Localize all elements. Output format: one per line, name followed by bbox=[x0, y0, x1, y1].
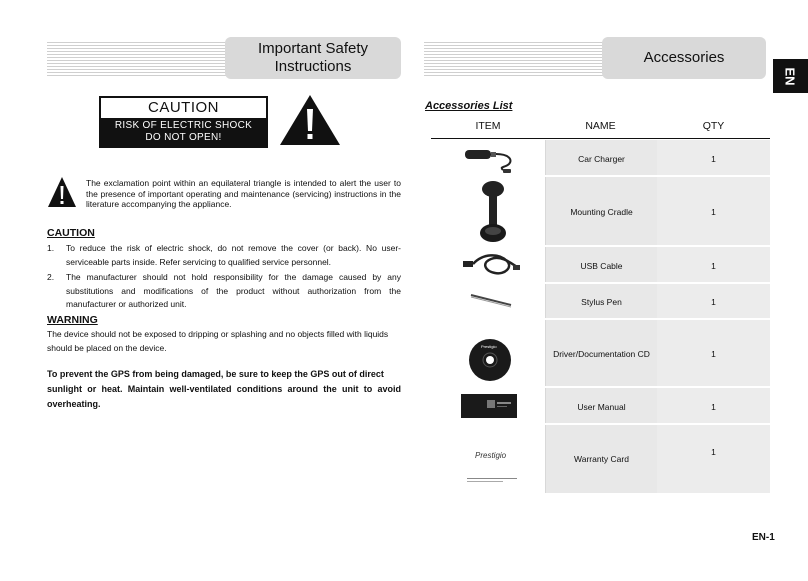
list-item-number: 1. bbox=[47, 243, 55, 253]
table-cell-qty: 1 bbox=[657, 388, 770, 425]
table-row bbox=[431, 140, 770, 177]
right-header-stripes bbox=[424, 42, 604, 78]
gps-notice-line1: To prevent the GPS from being damaged, be sure to keep the GPS out of direct bbox=[47, 369, 384, 379]
list-item-number: 2. bbox=[47, 272, 55, 282]
table-cell-qty: 1 bbox=[657, 320, 770, 388]
page-number: EN-1 bbox=[752, 532, 775, 543]
table-cell-name: Mounting Cradle bbox=[545, 177, 657, 247]
stylus-pen-icon bbox=[467, 290, 517, 310]
warning-text: The device should not be exposed to dripping or splashing and no objects filled with liquids should be placed on the device. bbox=[47, 329, 389, 353]
table-cell-item bbox=[431, 177, 545, 247]
column-header-item: ITEM bbox=[475, 120, 501, 132]
left-header-line2: Instructions bbox=[274, 58, 352, 75]
table-cell-name: Stylus Pen bbox=[545, 284, 657, 320]
column-header-qty: QTY bbox=[702, 120, 725, 132]
table-cell-item bbox=[431, 320, 545, 388]
left-header-title bbox=[225, 37, 401, 79]
table-row bbox=[431, 177, 770, 247]
warranty-card-brand: Prestigio bbox=[475, 451, 507, 460]
table-cell-item bbox=[431, 388, 545, 425]
table-row bbox=[431, 320, 770, 388]
table-cell-name: Driver/Documentation CD bbox=[545, 320, 657, 388]
table-cell-item bbox=[431, 140, 545, 177]
table-cell-qty: 1 bbox=[657, 247, 770, 284]
table-cell-name: Warranty Card bbox=[545, 425, 657, 493]
user-manual-icon bbox=[461, 394, 517, 418]
table-cell-name: User Manual bbox=[545, 388, 657, 425]
gps-notice-line2: sunlight or heat. Maintain well-ventilated conditions around the unit to avoid overheating. bbox=[47, 384, 401, 409]
caution-label-band bbox=[101, 118, 266, 147]
caution-label-line2: DO NOT OPEN! bbox=[145, 132, 222, 143]
table-cell-qty: 1 bbox=[657, 284, 770, 320]
language-tab bbox=[773, 59, 808, 93]
right-header-text: Accessories bbox=[643, 49, 725, 66]
list-item-text: To reduce the risk of electric shock, do not remove the cover (or back). No user-serviceable parts inside. Refer servicing to qualified service personnel. bbox=[66, 243, 401, 267]
header-divider bbox=[431, 138, 770, 139]
warning-heading: WARNING bbox=[47, 314, 98, 326]
table-row bbox=[431, 247, 770, 284]
accessories-list-title: Accessories List bbox=[425, 100, 513, 112]
caution-list bbox=[47, 242, 401, 314]
table-cell-name: USB Cable bbox=[545, 247, 657, 284]
table-row bbox=[431, 425, 770, 493]
caution-label-title: CAUTION bbox=[148, 99, 219, 116]
table-cell-qty: 1 bbox=[657, 140, 770, 177]
exclamation-note: The exclamation point within an equilateral triangle is intended to alert the user to the presence of important operating and maintenance (servicing) instructions in the literature accompanying the appliance. bbox=[86, 178, 401, 209]
warranty-card-icon bbox=[467, 477, 517, 483]
caution-label-line1: RISK OF ELECTRIC SHOCK bbox=[114, 120, 253, 131]
list-item bbox=[47, 271, 401, 312]
table-row bbox=[431, 388, 770, 425]
left-header-stripes bbox=[47, 42, 227, 78]
list-item bbox=[47, 242, 401, 269]
cd-brand-label: Prestigio bbox=[481, 344, 497, 349]
usb-cable-icon bbox=[461, 249, 521, 281]
table-cell-item bbox=[431, 284, 545, 320]
caution-heading: CAUTION bbox=[47, 227, 95, 239]
list-item-text: The manufacturer should not hold responsibility for the damage caused by any substitutions and modifications of the product without authorization from the manufacturer or authorized unit. bbox=[66, 272, 401, 309]
warning-triangle-icon bbox=[279, 94, 341, 146]
table-cell-qty: 1 bbox=[657, 177, 770, 247]
table-cell-name: Car Charger bbox=[545, 140, 657, 177]
column-header-name: NAME bbox=[585, 120, 616, 132]
right-header-title bbox=[602, 37, 766, 79]
table-cell-qty: 1 bbox=[657, 425, 770, 493]
table-cell-item bbox=[431, 425, 545, 493]
table-cell-item bbox=[431, 247, 545, 284]
left-header-line1: Important Safety bbox=[257, 40, 369, 57]
caution-label-box bbox=[99, 96, 268, 148]
mounting-cradle-icon bbox=[473, 179, 513, 245]
warning-triangle-small-icon bbox=[47, 176, 77, 208]
table-row bbox=[431, 284, 770, 320]
language-tab-label: EN bbox=[783, 66, 798, 86]
car-charger-icon bbox=[461, 142, 521, 176]
